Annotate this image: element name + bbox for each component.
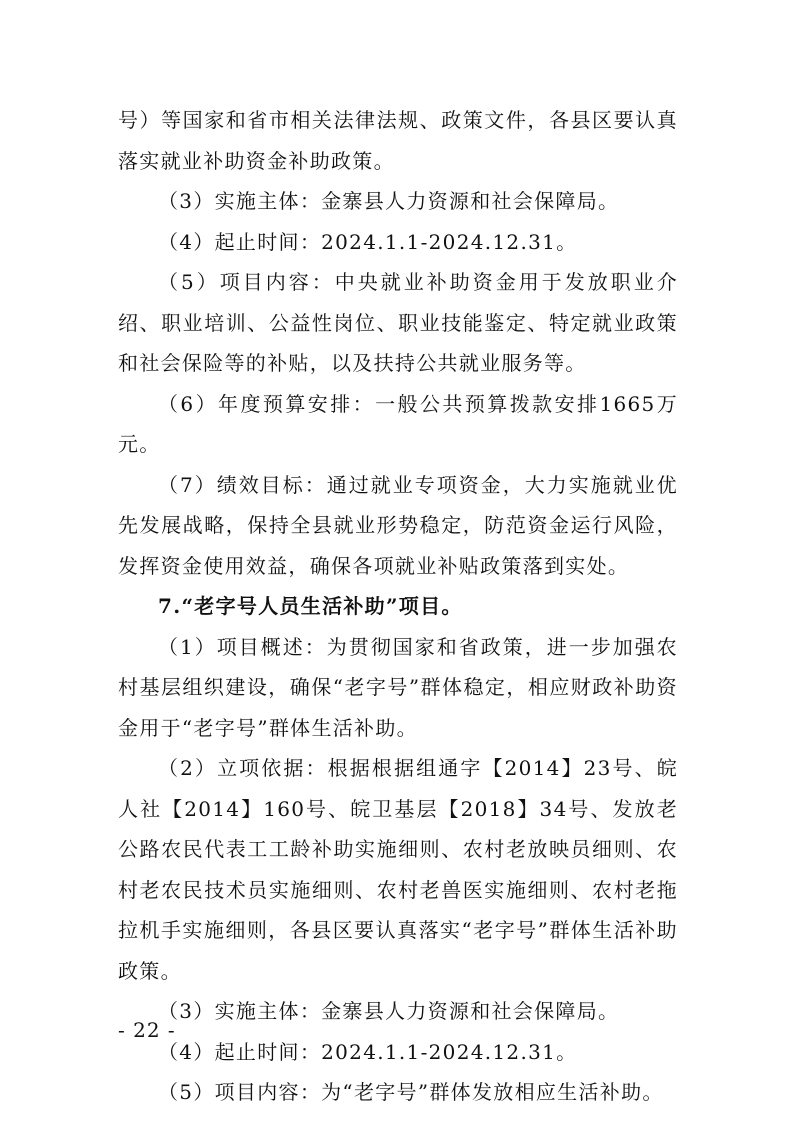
paragraph-project-content-2: （5）项目内容：为“老字号”群体发放相应生活补助。 <box>158 1080 664 1104</box>
paragraph-annual-budget: （6）年度预算安排：一般公共预算拨款安排1665万元。 <box>118 391 678 456</box>
paragraph-project-content: （5）项目内容：中央就业补助资金用于发放职业介绍、职业培训、公益性岗位、职业技能鉴定、特定就业政策和社会保险等的补贴，以及扶持公共就业服务等。 <box>118 270 678 375</box>
paragraph-project-basis: （2）立项依据：根据根据组通字【2014】23号、皖人社【2014】160号、皖卫基层【2018】34号、发放老公路农民代表工工龄补助实施细则、农村老放映员细则、农村老农民技术员实施细则、农村老兽医实施细则、农村老拖拉机手实施细则，各县区要认真落实“老字号”群体生活补助政策。 <box>118 756 678 983</box>
paragraph-project-overview: （1）项目概述：为贯彻国家和省政策，进一步加强农村基层组织建设，确保“老字号”群体稳定，相应财政补助资金用于“老字号”群体生活补助。 <box>118 634 678 740</box>
section-heading-laozihao-project: 7.“老字号人员生活补助”项目。 <box>158 594 463 618</box>
paragraph-implementing-entity-2: （3）实施主体：金寨县人力资源和社会保障局。 <box>158 999 620 1023</box>
paragraph-time-range-2: （4）起止时间：2024.1.1-2024.12.31。 <box>158 1039 578 1064</box>
paragraph-performance-goals: （7）绩效目标：通过就业专项资金，大力实施就业优先发展战略，保持全县就业形势稳定，防范资金运行风险，发挥资金使用效益，确保各项就业补贴政策落到实处。 <box>118 472 678 578</box>
paragraph-continuation-policy: 号）等国家和省市相关法律法规、政策文件，各县区要认真落实就业补助资金补助政策。 <box>118 108 678 173</box>
document-body <box>118 100 678 1113</box>
paragraph-time-range: （4）起止时间：2024.1.1-2024.12.31。 <box>158 229 578 254</box>
paragraph-implementing-entity: （3）实施主体：金寨县人力资源和社会保障局。 <box>158 189 620 213</box>
page-number: - 22 - <box>118 1018 176 1042</box>
